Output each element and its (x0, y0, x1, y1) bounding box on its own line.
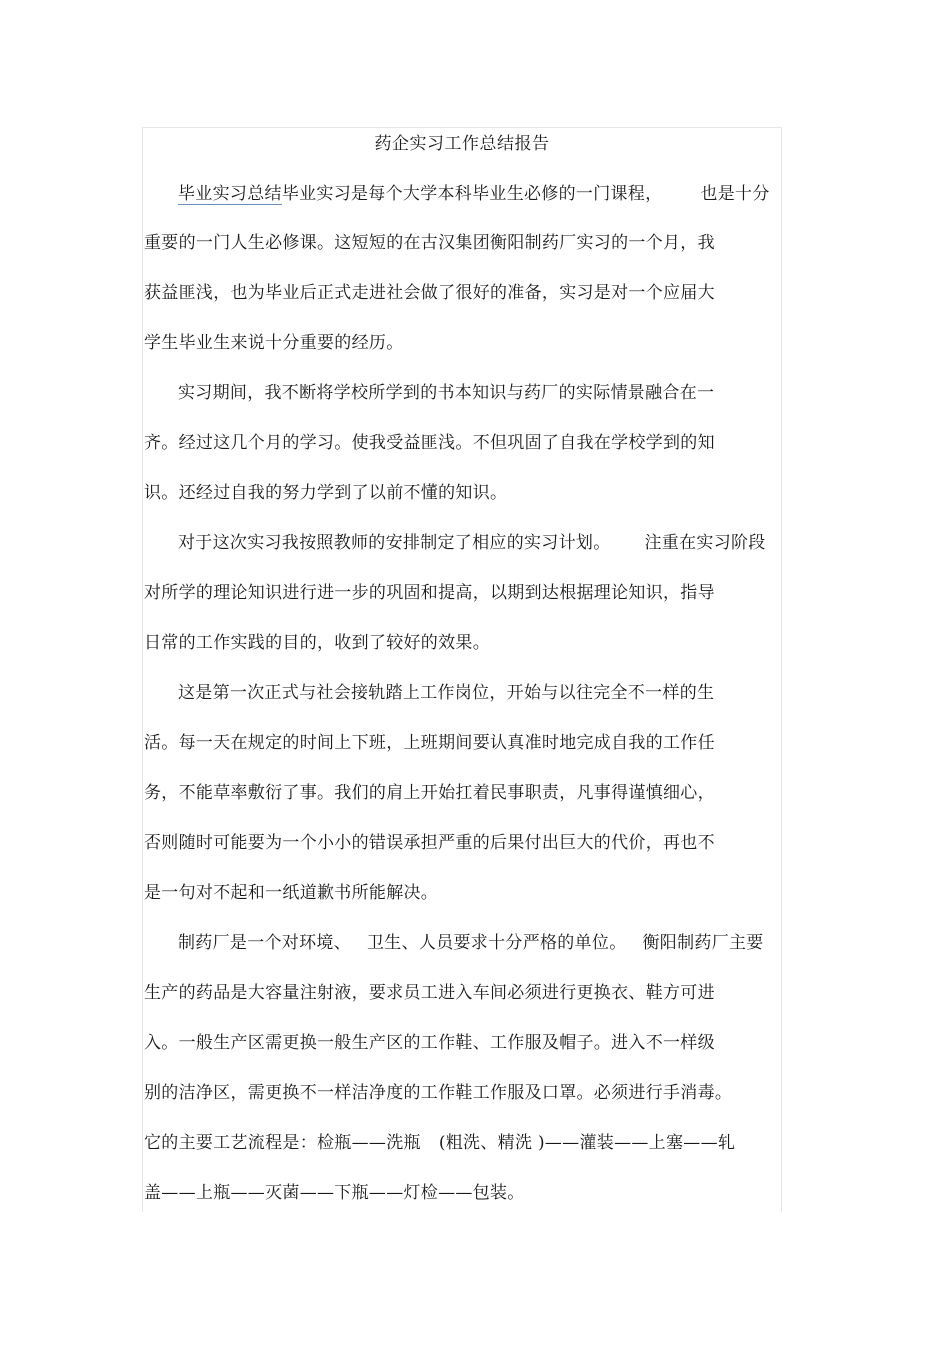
paragraph-4-line-2: 活。每一天在规定的时间上下班，上班期间要认真准时地完成自我的工作任 (144, 733, 715, 753)
paragraph-3-line-3: 日常的工作实践的目的，收到了较好的效果。 (144, 633, 490, 653)
paragraph-3-line-2: 对所学的理论知识进行进一步的巩固和提高，以期到达根据理论知识，指导 (144, 583, 715, 603)
document-title: 药企实习工作总结报告 (374, 134, 550, 154)
paragraph-1-line-2: 重要的一门人生必修课。这短短的在古汉集团衡阳制药厂实习的一个月，我 (144, 233, 715, 253)
paragraph-4-line-5: 是一句对不起和一纸道歉书所能解决。 (144, 883, 439, 903)
paragraph-4-line-3: 务，不能草率敷衍了事。我们的肩上开始扛着民事职责，凡事得谨慎细心， (144, 783, 715, 803)
p5-l1-text-c: 衡阳制药厂主要 (642, 933, 764, 953)
paragraph-2-line-2: 齐。经过这几个月的学习。使我受益匪浅。不但巩固了自我在学校学到的知 (144, 433, 715, 453)
p1-l1-text-b: 也是十分 (700, 184, 770, 204)
paragraph-4-line-1: 这是第一次正式与社会接轨踏上工作岗位，开始与以往完全不一样的生 (178, 683, 715, 703)
paragraph-1-line-3: 获益匪浅，也为毕业后正式走进社会做了很好的准备，实习是对一个应届大 (144, 283, 715, 303)
paragraph-1-line-1 (178, 181, 770, 207)
paragraph-2-line-1: 实习期间，我不断将学校所学到的书本知识与药厂的实际情景融合在一 (178, 383, 715, 403)
p5-l1-text-a: 制药厂是一个对环境、 (178, 933, 351, 953)
p3-l1-text-a: 对于这次实习我按照教师的安排制定了相应的实习计划。 (178, 533, 611, 553)
paragraph-5-line-3: 入。一般生产区需更换一般生产区的工作鞋、工作服及帽子。进入不一样级 (144, 1033, 715, 1053)
p5-l1-text-b: 卫生、人员要求十分严格的单位。 (367, 933, 627, 953)
graduation-summary-link[interactable]: 毕业实习总结 (178, 184, 282, 204)
paragraph-5-line-6: 盖——上瓶——灭菌——下瓶——灯检——包装。 (144, 1183, 525, 1203)
paragraph-4-line-4: 否则随时可能要为一个小小的错误承担严重的后果付出巨大的代价，再也不 (144, 833, 715, 853)
p1-l1-text-a: 毕业实习是每个大学本科毕业生必修的一门课程， (281, 184, 663, 204)
p3-l1-text-b: 注重在实习阶段 (644, 533, 766, 553)
p5-l5-text-a: 它的主要工艺流程是：检瓶——洗瓶 (144, 1133, 421, 1153)
p5-l5-text-b: (粗洗、精洗 )——灌装——上塞——轧 (438, 1133, 736, 1153)
paragraph-5-line-1 (178, 930, 764, 956)
paragraph-5-line-4: 别的洁净区，需更换不一样洁净度的工作鞋工作服及口罩。必须进行手消毒。 (144, 1083, 733, 1103)
paragraph-1-line-4: 学生毕业生来说十分重要的经历。 (144, 333, 404, 353)
paragraph-2-line-3: 识。还经过自我的努力学到了以前不懂的知识。 (144, 483, 508, 503)
paragraph-5-line-5 (144, 1130, 735, 1156)
paragraph-3-line-1 (178, 530, 766, 556)
paragraph-5-line-2: 生产的药品是大容量注射液，要求员工进入车间必须进行更换衣、鞋方可进 (144, 983, 715, 1003)
